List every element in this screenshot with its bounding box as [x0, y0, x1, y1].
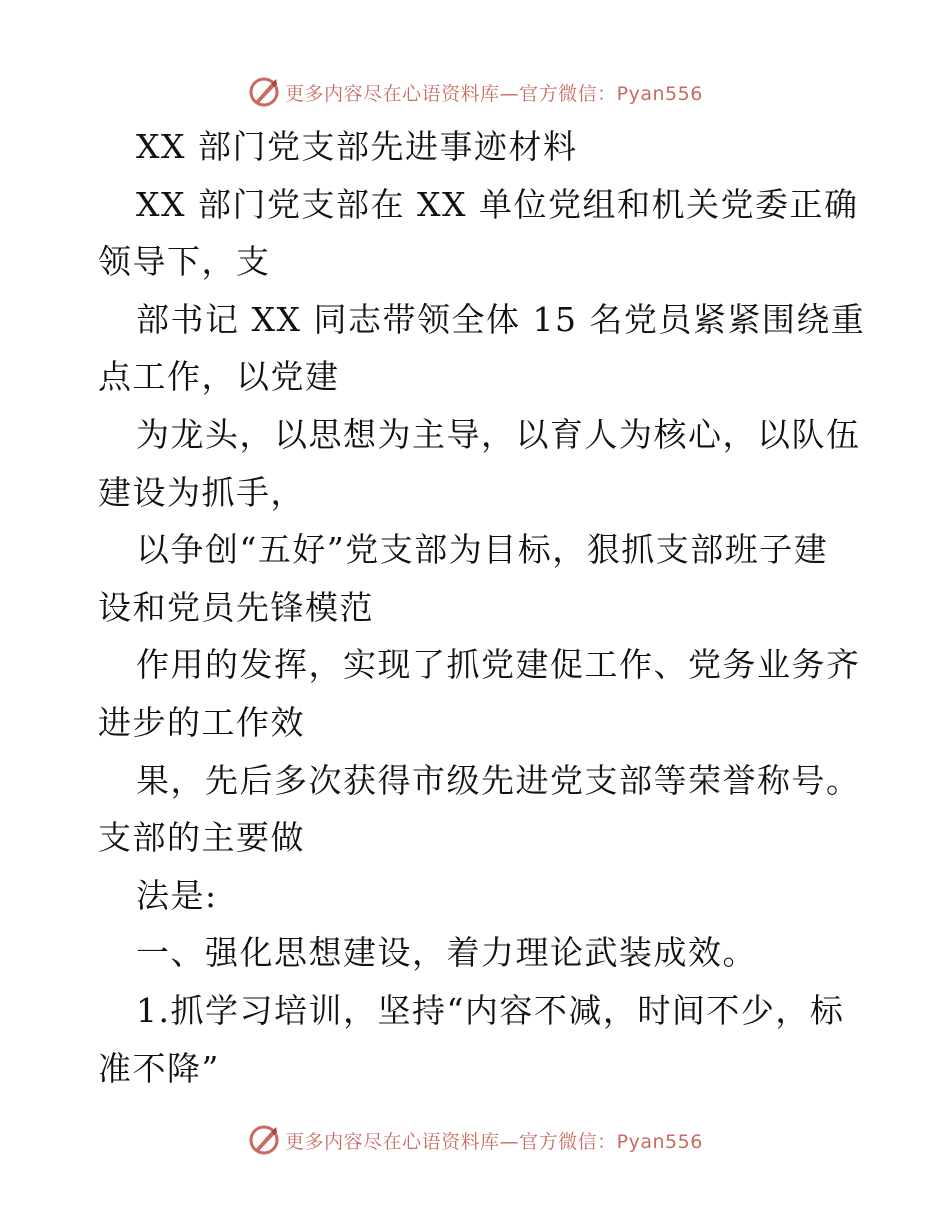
quill-pen-icon: [247, 1123, 281, 1157]
text-line: 果，先后多次获得市级先进党支部等荣誉称号。: [136, 760, 861, 800]
text-line: 建设为抓手，: [98, 472, 305, 512]
banner-text: 更多内容尽在心语资料库—官方微信：Pyan556: [285, 82, 703, 105]
banner-text: 更多内容尽在心语资料库—官方微信：Pyan556: [285, 1130, 703, 1153]
header-banner: [0, 72, 950, 112]
text-line: 准不降”: [98, 1048, 220, 1088]
text-line: 1.抓学习培训，坚持“内容不减，时间不少，标: [136, 990, 845, 1030]
text-line: 法是:: [136, 875, 218, 915]
text-line: 作用的发挥，实现了抓党建促工作、党务业务齐: [136, 645, 861, 685]
document-title: XX 部门党支部先进事迹材料: [136, 127, 578, 166]
text-line: 设和党员先锋模范: [98, 587, 374, 627]
text-line: 为龙头，以思想为主导，以育人为核心，以队伍: [136, 414, 861, 454]
footer-banner: [0, 1120, 950, 1160]
text-line: 以争创“五好”党支部为目标，狠抓支部班子建: [136, 530, 829, 570]
text-line: 部书记 XX 同志带领全体 15 名党员紧紧围绕重: [136, 299, 866, 339]
text-line: 进步的工作效: [98, 702, 305, 742]
text-line: 领导下，支: [98, 242, 271, 282]
quill-pen-icon: [247, 75, 281, 109]
text-line: 点工作，以党建: [98, 357, 340, 397]
document-body: [98, 118, 866, 1097]
section-heading: 一、强化思想建设，着力理论武装成效。: [136, 933, 757, 973]
text-line: XX 部门党支部在 XX 单位党组和机关党委正确: [136, 184, 859, 224]
text-line: 支部的主要做: [98, 818, 305, 858]
